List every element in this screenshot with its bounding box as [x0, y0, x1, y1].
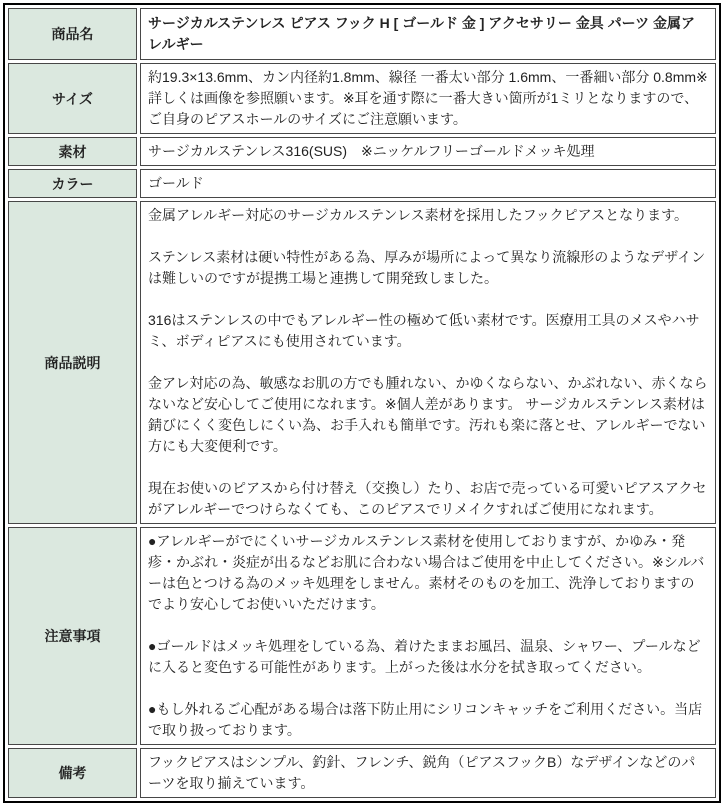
table-row-color [8, 169, 716, 198]
table-row-product-name [8, 8, 716, 60]
notes-paragraph: ●ゴールドはメッキ処理をしている為、着けたままお風呂、温泉、シャワー、プールなどに入ると変色する可能性があります。上がった後は水分を拭き取ってください。 [148, 638, 701, 675]
table-row-remarks [8, 748, 716, 798]
product-spec-table [3, 3, 721, 803]
row-value-product-name: サージカルステンレス ピアス フック H [ ゴールド 金 ] アクセサリー 金具 パーツ 金属アレルギー [140, 8, 716, 60]
notes-paragraph: ●アレルギーがでにくいサージカルステンレス素材を使用しておりますが、かゆみ・発疹・かぶれ・炎症が出るなどお肌に合わない場合はご使用を中止してください。※シルバーは色とつける為のメッキ処理をしません。素材そのものを加工、洗浄しておりますのでより安心してお使いいただけます。 [148, 533, 705, 612]
row-label-material: 素材 [8, 137, 137, 166]
table-row-description [8, 201, 716, 524]
description-paragraph: 現在お使いのピアスから付け替え（交換し）たり、お店で売っている可愛いピアスアクセがアレルギーでつけらなくても、このピアスでリメイクすればご使用になれます。 [148, 480, 707, 517]
row-label-product-name: 商品名 [8, 8, 137, 60]
row-value-material: サージカルステンレス316(SUS) ※ニッケルフリーゴールドメッキ処理 [140, 137, 716, 166]
row-label-remarks: 備考 [8, 748, 137, 798]
row-value-remarks: フックピアスはシンプル、釣針、フレンチ、鋭角（ピアスフックB）なデザインなどのパーツを取り揃えています。 [140, 748, 716, 798]
row-label-color: カラー [8, 169, 137, 198]
row-value-notes [140, 527, 716, 745]
row-label-description: 商品説明 [8, 201, 137, 524]
row-value-color: ゴールド [140, 169, 716, 198]
table-row-size [8, 63, 716, 134]
table-row-material [8, 137, 716, 166]
description-paragraph: 金属アレルギー対応のサージカルステンレス素材を採用したフックピアスとなります。 [148, 207, 688, 223]
row-label-notes: 注意事項 [8, 527, 137, 745]
row-value-size: 約19.3×13.6mm、カン内径約1.8mm、線径 一番太い部分 1.6mm、一番細い部分 0.8mm※詳しくは画像を参照願います。※耳を通す際に一番大きい箇所が1ミリとなりますので、ご自身のピアスホールのサイズにご注意願います。 [140, 63, 716, 134]
description-paragraph: 金アレ対応の為、敏感なお肌の方でも腫れない、かゆくならない、かぶれない、赤くならないなど安心してご使用になれます。※個人差があります。 サージカルステンレス素材は錆びにくく変色しにくい為、お手入れも簡単です。汚れも楽に落とせ、アレルギーでない方にも大変便利です。 [148, 375, 708, 454]
row-label-size: サイズ [8, 63, 137, 134]
description-paragraph: 316はステンレスの中でもアレルギー性の極めて低い素材です。医療用工具のメスやハサミ、ボディピアスにも使用されています。 [148, 312, 700, 349]
table-row-notes [8, 527, 716, 745]
row-value-description [140, 201, 716, 524]
description-paragraph: ステンレス素材は硬い特性がある為、厚みが場所によって異なり流線形のようなデザインは難しいのですが提携工場と連携して開発致しました。 [148, 249, 706, 286]
notes-paragraph: ●もし外れるご心配がある場合は落下防止用にシリコンキャッチをご利用ください。当店で取り扱っております。 [148, 701, 703, 738]
